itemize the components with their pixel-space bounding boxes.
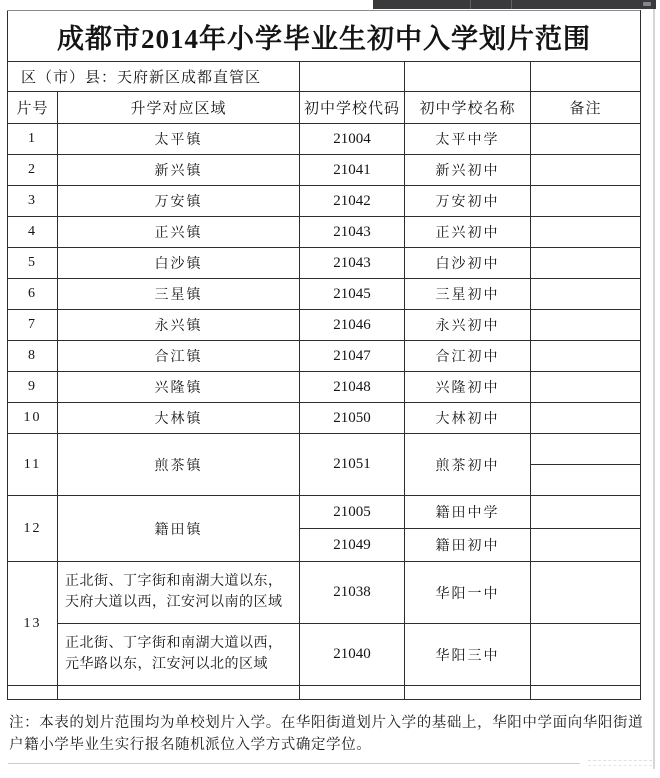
cell-name: 兴隆初中 [405,372,531,403]
bottom-rule-line [8,763,580,764]
zoning-table [7,10,641,700]
district-label: 区（市）县：天府新区成都直管区 [8,62,300,92]
empty-cell [531,686,641,700]
chrome-separator [470,0,471,9]
table-row [8,124,641,155]
cell-code: 21004 [300,124,405,155]
cell-remark [531,124,641,155]
browser-chrome-fragment [373,0,656,9]
chrome-separator [511,0,512,9]
cell-name: 籍田中学 [405,496,531,529]
cell-name: 新兴初中 [405,155,531,186]
table-row [8,186,641,217]
table-row [8,341,641,372]
cell-area: 永兴镇 [58,310,300,341]
cell-code: 21045 [300,279,405,310]
table-row [8,310,641,341]
cell-remark [531,248,641,279]
cell-area: 合江镇 [58,341,300,372]
cell-name: 正兴初中 [405,217,531,248]
cell-remark [531,434,641,465]
table-row [8,562,641,624]
cell-name: 永兴初中 [405,310,531,341]
cell-no: 7 [8,310,58,341]
chrome-close-icon [643,2,651,6]
cell-area: 正兴镇 [58,217,300,248]
cell-code: 21048 [300,372,405,403]
table-row [8,248,641,279]
cell-code: 21050 [300,403,405,434]
title-row [8,11,641,62]
header-row [8,92,641,124]
cell-no: 12 [8,496,58,562]
col-header-area: 升学对应区域 [58,92,300,124]
empty-cell [8,686,58,700]
cell-no: 8 [8,341,58,372]
cell-area: 兴隆镇 [58,372,300,403]
empty-cell [300,686,405,700]
table-row [8,403,641,434]
cell-no: 13 [8,562,58,686]
cell-remark [531,562,641,624]
cell-no: 2 [8,155,58,186]
cell-code: 21005 [300,496,405,529]
cell-name: 白沙初中 [405,248,531,279]
cell-area: 白沙镇 [58,248,300,279]
cell-name: 华阳一中 [405,562,531,624]
cell-no: 1 [8,124,58,155]
cell-name: 大林初中 [405,403,531,434]
cell-code: 21051 [300,434,405,496]
table-row [8,434,641,465]
cell-code: 21046 [300,310,405,341]
table-row [8,496,641,529]
empty-cell [405,686,531,700]
cell-remark [531,155,641,186]
cell-code: 21040 [300,624,405,686]
empty-row [8,686,641,700]
cell-area: 煎茶镇 [58,434,300,496]
empty-cell [58,686,300,700]
empty-cell [300,62,405,92]
page-title: 成都市2014年小学毕业生初中入学划片范围 [8,11,641,62]
col-header-name: 初中学校名称 [405,92,531,124]
table-row [8,279,641,310]
cell-remark [531,341,641,372]
cell-no: 3 [8,186,58,217]
cell-remark [531,403,641,434]
cell-area: 新兴镇 [58,155,300,186]
table-row [8,155,641,186]
col-header-code: 初中学校代码 [300,92,405,124]
cell-remark [531,496,641,529]
col-header-remark: 备注 [531,92,641,124]
cell-name: 煎茶初中 [405,434,531,496]
cell-area: 籍田镇 [58,496,300,562]
cell-remark [531,279,641,310]
cell-name: 三星初中 [405,279,531,310]
cell-area: 太平镇 [58,124,300,155]
district-row [8,62,641,92]
cell-code: 21043 [300,217,405,248]
cell-remark [531,217,641,248]
cell-area: 大林镇 [58,403,300,434]
cell-name: 太平中学 [405,124,531,155]
cell-remark [531,372,641,403]
cell-remark [531,310,641,341]
cell-area: 正北街、丁字街和南湖大道以西，元华路以东，江安河以北的区域 [58,624,300,686]
footnote: 注：本表的划片范围均为单校划片入学。在华阳街道划片入学的基础上，华阳中学面向华阳街道户籍小学毕业生实行报名随机派位入学方式确定学位。 [9,715,644,754]
cell-code: 21049 [300,529,405,562]
table-row [8,217,641,248]
cell-remark [531,624,641,686]
cell-no: 5 [8,248,58,279]
cell-code: 21041 [300,155,405,186]
empty-cell [405,62,531,92]
cell-name: 籍田初中 [405,529,531,562]
col-header-no: 片号 [8,92,58,124]
empty-cell [531,62,641,92]
cell-remark [531,186,641,217]
cell-no: 10 [8,403,58,434]
cell-name: 万安初中 [405,186,531,217]
cell-no: 9 [8,372,58,403]
cell-remark [531,465,641,496]
watermark-artifact [588,760,652,766]
table-row [8,372,641,403]
cell-name: 合江初中 [405,341,531,372]
cell-area: 三星镇 [58,279,300,310]
cell-name: 华阳三中 [405,624,531,686]
cell-code: 21038 [300,562,405,624]
cell-area: 正北街、丁字街和南湖大道以东，天府大道以西，江安河以南的区域 [58,562,300,624]
cell-remark [531,529,641,562]
cell-code: 21043 [300,248,405,279]
cell-no: 4 [8,217,58,248]
cell-code: 21042 [300,186,405,217]
cell-no: 6 [8,279,58,310]
cell-no: 11 [8,434,58,496]
cell-code: 21047 [300,341,405,372]
cell-area: 万安镇 [58,186,300,217]
page-edge-line [653,9,655,769]
table-row [8,624,641,686]
